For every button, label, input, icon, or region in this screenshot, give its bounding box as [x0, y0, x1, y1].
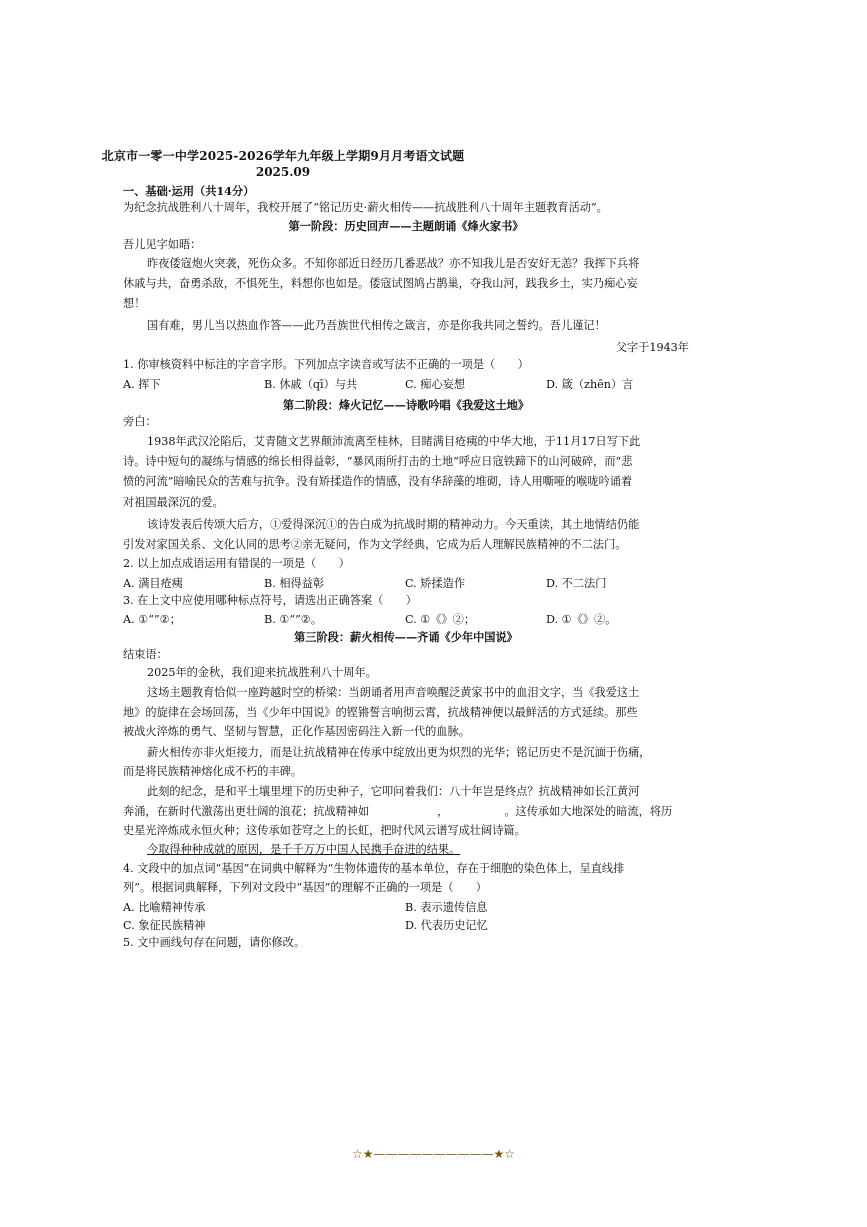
question-2: 2. 以上加点成语运用有错误的一项是（ ） [123, 557, 350, 570]
closing-paragraph: 这场主题教育恰似一座跨越时空的桥梁：当朗诵者用声音唤醒泛黄家书中的血泪文字，当《我爱这土 [147, 686, 640, 699]
q2-option-b: B. 相得益彰 [264, 577, 325, 590]
stage1-heading: 第一阶段：历史回声——主题朗诵《烽火家书》 [288, 219, 524, 233]
q1-option-d: D. 箴（zhēn）言 [546, 378, 634, 391]
q4-option-c: C. 象征民族精神 [123, 919, 206, 932]
text-segment: ， [437, 805, 449, 818]
q2-option-d: D. 不二法门 [546, 577, 607, 590]
text-segment: 。这传承如大地深处的暗流，将历 [504, 805, 673, 818]
aside-paragraph: 1938年武汉沦陷后，艾青随文艺界颠沛流离至桂林，目睹满目疮痍的中华大地，于11月17日写下此 [147, 435, 641, 448]
closing-paragraph: 此刻的纪念，是和平土壤里埋下的历史种子，它叩问着我们：八十年岂是终点？抗战精神如长江黄河 [147, 785, 640, 798]
closing-paragraph: 而是将民族精神熔化成不朽的丰碑。 [123, 765, 303, 778]
closing-paragraph: 被战火淬炼的勇气、坚韧与智慧，正化作基因密码注入新一代的血脉。 [123, 725, 470, 738]
question-4: 列”。根据词典解释，下列对文段中“基因”的理解不正确的一项是（ ） [123, 881, 487, 894]
question-4: 4. 文段中的加点词“基因”在词典中解释为“生物体遗传的基本单位，存在于细胞的染色体上，呈直线排 [123, 862, 625, 875]
q1-option-a: A. 挥下 [123, 378, 161, 391]
letter-paragraph: 昨夜倭寇炮火突袭，死伤众多。不知你部近日经历几番恶战？亦不知我儿是否安好无恙？我挥下兵将 [147, 257, 640, 270]
stage2-heading: 第二阶段：烽火记忆——诗歌吟唱《我爱这土地》 [282, 398, 530, 412]
q1-option-b: B. 休戚（qī）与共 [264, 378, 358, 391]
q1-option-c: C. 痴心妄想 [405, 378, 466, 391]
question-1: 1. 你审核资料中标注的字音字形。下列加点字读音或写法不正确的一项是（ ） [123, 358, 529, 371]
q3-option-b: B. ①“”②。 [264, 613, 323, 626]
aside-paragraph: 愤的河流”暗喻民众的苦难与抗争。没有矫揉造作的情感，没有华辞藻的堆砌，诗人用嘶哑的喉咙吟诵着 [123, 475, 633, 488]
aside-paragraph: 该诗发表后传颂大后方，①爱得深沉①的告白成为抗战时期的精神动力。今天重读，其土地情结仍能 [147, 518, 640, 531]
aside-label: 旁白： [123, 415, 157, 428]
closing-paragraph: 史星光淬炼成永恒火种；这传承如苍穹之上的长虹，把时代风云谱写成壮阔诗篇。 [123, 824, 526, 837]
q4-option-a: A. 比喻精神传承 [123, 901, 206, 914]
q4-option-d: D. 代表历史记忆 [405, 919, 488, 932]
exam-title: 北京市一零一中学2025-2026学年九年级上学期9月月考语文试题 [101, 149, 465, 163]
question-5: 5. 文中画线句存在问题，请你修改。 [123, 936, 306, 949]
closing-paragraph-blanks [123, 804, 672, 820]
q3-option-d: D. ①《》②。 [546, 613, 617, 626]
q4-option-b: B. 表示遗传信息 [405, 901, 488, 914]
q3-option-c: C. ①《》②； [405, 613, 476, 626]
q3-option-a: A. ①“”②； [123, 613, 181, 626]
text-segment: 奔涌，在新时代激荡出更壮阔的浪花；抗战精神如 [123, 805, 370, 818]
q2-option-c: C. 矫揉造作 [405, 577, 466, 590]
closing-label: 结束语： [123, 648, 168, 661]
letter-signature: 父字于1943年 [615, 341, 689, 354]
q2-option-a: A. 满目疮痍 [123, 577, 183, 590]
footer-ornament: ☆★——————————★☆ [351, 1147, 516, 1161]
closing-paragraph: 地》的旋律在会场回荡，当《少年中国说》的铿锵誓言响彻云霄，抗战精神便以最鲜活的方式延续。那些 [123, 706, 638, 719]
section-heading: 一、基础·运用（共14分） [123, 184, 255, 198]
letter-paragraph: 国有难，男儿当以热血作答——此乃吾族世代相传之箴言，亦是你我共同之誓约。吾儿谨记！ [147, 319, 606, 332]
closing-paragraph: 薪火相传亦非火炬接力，而是让抗战精神在传承中绽放出更为炽烈的光华；铭记历史不是沉湎于伤痛， [147, 746, 651, 759]
question-3: 3. 在上文中应使用哪种标点符号，请选出正确答案（ ） [123, 594, 417, 607]
aside-paragraph: 对祖国最深沉的爱。 [123, 496, 224, 509]
letter-salutation: 吾儿见字如晤： [123, 238, 202, 251]
letter-paragraph: 想！ [123, 297, 146, 310]
letter-paragraph: 休戚与共，奋勇杀敌，不惧死生，料想你也如是。倭寇试图鸠占鹊巢，夺我山河，践我乡土，实乃痴心妄 [123, 277, 638, 290]
closing-paragraph: 2025年的金秋，我们迎来抗战胜利八十周年。 [147, 666, 377, 679]
stage3-heading: 第三阶段：薪火相传——齐诵《少年中国说》 [294, 630, 518, 644]
aside-paragraph: 诗。诗中短句的凝练与情感的绵长相得益彰，“暴风雨所打击的土地”呼应日寇铁蹄下的山河破碎，而“悲 [123, 455, 633, 468]
aside-paragraph: 引发对家国关系、文化认同的思考②亲无疑问，作为文学经典，它成为后人理解民族精神的不二法门。 [123, 538, 627, 551]
exam-date: 2025.09 [255, 165, 311, 179]
underlined-sentence: 今取得种种成就的原因，是千千万万中国人民携手奋进的结果。 [147, 843, 461, 856]
section-intro: 为纪念抗战胜利八十周年，我校开展了“铭记历史·薪火相传——抗战胜利八十周年主题教育活动”。 [123, 201, 608, 214]
